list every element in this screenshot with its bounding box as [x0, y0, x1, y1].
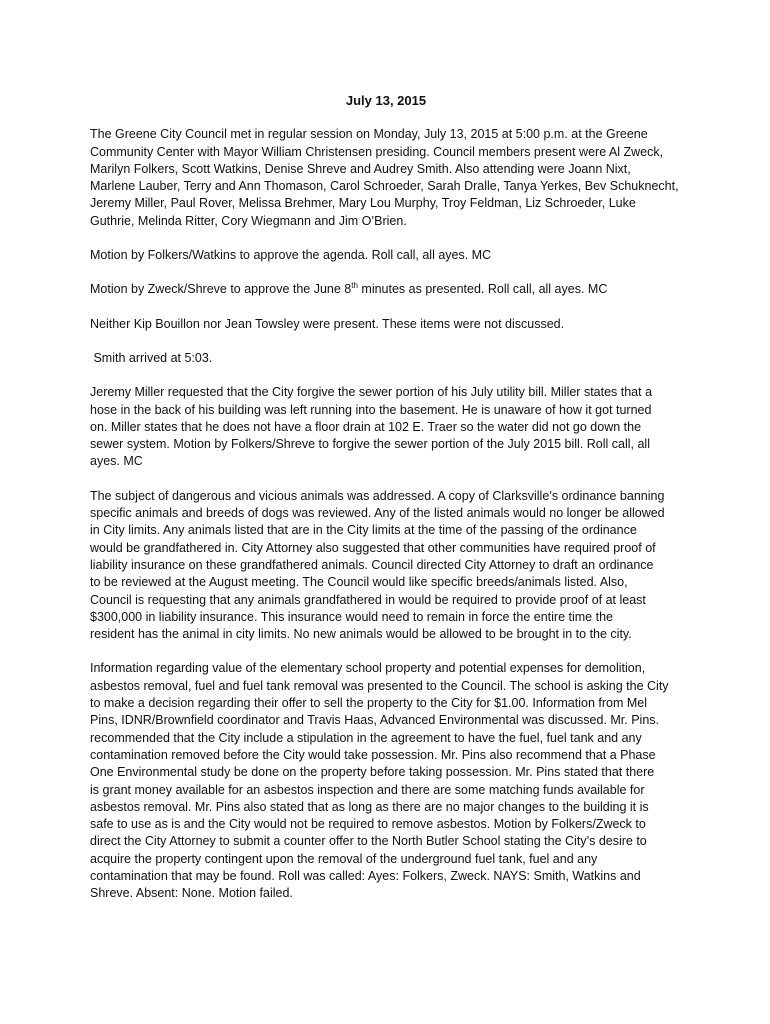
text-line: Community Center with Mayor William Christensen presiding. Council members present were Al Zweck,	[90, 144, 664, 159]
text-line: asbestos removal. Mr. Pins also stated that as long as there are no major changes to the building it is	[90, 799, 649, 814]
text-line: is grant money available for an asbestos inspection and there are some matching funds available for	[90, 782, 645, 797]
text-line: Motion by Folkers/Watkins to approve the agenda. Roll call, all ayes. MC	[90, 248, 492, 263]
text-line: direct the City Attorney to submit a counter offer to the North Butler School stating the City’s desire to	[90, 834, 647, 849]
text-line: would be grandfathered in. City Attorney also suggested that other communities have required proof of	[90, 540, 656, 555]
text-line: specific animals and breeds of dogs was reviewed. Any of the listed animals would no longer be allowed	[90, 506, 665, 521]
text-line: Guthrie, Melinda Ritter, Cory Wiegmann and Jim O’Brien.	[90, 213, 407, 228]
text-line: to be reviewed at the August meeting. The Council would like specific breeds/animals listed. Also,	[90, 575, 628, 590]
text-line: liability insurance on these grandfathered animals. Council directed City Attorney to draft an ordinance	[90, 557, 654, 572]
text-line: Neither Kip Bouillon nor Jean Towsley were present. These items were not discussed.	[90, 316, 565, 331]
text-line: hose in the back of his building was left running into the basement. He is unaware of how it got turned	[90, 402, 652, 417]
document-page	[90, 92, 680, 920]
text-line: in City limits. Any animals listed that are in the City limits at the time of the passing of the ordinance	[90, 523, 637, 538]
text-line: contamination that may be found. Roll was called: Ayes: Folkers, Zweck. NAYS: Smith, Watkins and	[90, 868, 641, 883]
paragraph-absent-note	[90, 316, 680, 333]
paragraph-school-property	[90, 660, 680, 902]
ordinal-suffix: th	[351, 281, 358, 291]
text-line: The subject of dangerous and vicious animals was addressed. A copy of Clarksville’s ordinance banning	[90, 488, 665, 503]
text-line: The Greene City Council met in regular session on Monday, July 13, 2015 at 5:00 p.m. at the Greene	[90, 127, 648, 142]
paragraph-minutes-motion	[90, 281, 680, 298]
text-line: Council is requesting that any animals grandfathered in would be required to provide proof of at least	[90, 592, 646, 607]
paragraph-arrival-note	[90, 350, 680, 367]
text-line: Smith arrived at 5:03.	[90, 350, 213, 365]
paragraph-sewer-request	[90, 384, 680, 470]
text-line: to make a decision regarding their offer to sell the property to the City for $1.00. Information from Mel	[90, 696, 647, 711]
text-fragment: Motion by Zweck/Shreve to approve the June 8	[90, 282, 352, 297]
text-line: Jeremy Miller requested that the City forgive the sewer portion of his July utility bill. Miller states that a	[90, 385, 653, 400]
text-line: One Environmental study be done on the property before taking possession. Mr. Pins stated that there	[90, 765, 655, 780]
paragraph-agenda-motion	[90, 247, 680, 264]
text-line: Jeremy Miller, Paul Rover, Melissa Brehmer, Mary Lou Murphy, Troy Feldman, Liz Schroeder, Luke	[90, 196, 636, 211]
paragraph-animals	[90, 488, 680, 644]
text-line: recommended that the City include a stipulation in the agreement to have the fuel, fuel tank and any	[90, 730, 642, 745]
text-line: asbestos removal, fuel and fuel tank removal was presented to the Council. The school is asking the City	[90, 678, 669, 693]
text-line: on. Miller states that he does not have a floor drain at 102 E. Traer so the water did not go down the	[90, 419, 642, 434]
text-line	[90, 281, 680, 298]
text-line: Marlene Lauber, Terry and Ann Thomason, Carol Schroeder, Sarah Dralle, Tanya Yerkes, Bev Schuknecht,	[90, 179, 679, 194]
text-line: $300,000 in liability insurance. This insurance would need to remain in force the entire time the	[90, 609, 613, 624]
text-line: sewer system. Motion by Folkers/Shreve to forgive the sewer portion of the July 2015 bill. Roll call, all	[90, 437, 650, 452]
text-line: Information regarding value of the elementary school property and potential expenses for demolition,	[90, 661, 646, 676]
text-line: acquire the property contingent upon the removal of the underground fuel tank, fuel and any	[90, 851, 598, 866]
text-line: Shreve. Absent: None. Motion failed.	[90, 886, 293, 901]
text-fragment: minutes as presented. Roll call, all ayes. MC	[357, 282, 608, 297]
text-line: resident has the animal in city limits. No new animals would be allowed to be brought in to the city.	[90, 627, 632, 642]
document-title: July 13, 2015	[345, 93, 427, 108]
text-line: ayes. MC	[90, 454, 143, 469]
text-line: contamination removed before the City would take possession. Mr. Pins also recommend that a Phase	[90, 747, 656, 762]
text-line: safe to use as is and the City would not be required to remove asbestos. Motion by Folkers/Zweck to	[90, 817, 646, 832]
text-line: Marilyn Folkers, Scott Watkins, Denise Shreve and Audrey Smith. Also attending were Joann Nixt,	[90, 161, 631, 176]
paragraph-attendance	[90, 126, 680, 230]
text-line: Pins, IDNR/Brownfield coordinator and Travis Haas, Advanced Environmental was discussed. Mr. Pins.	[90, 713, 660, 728]
